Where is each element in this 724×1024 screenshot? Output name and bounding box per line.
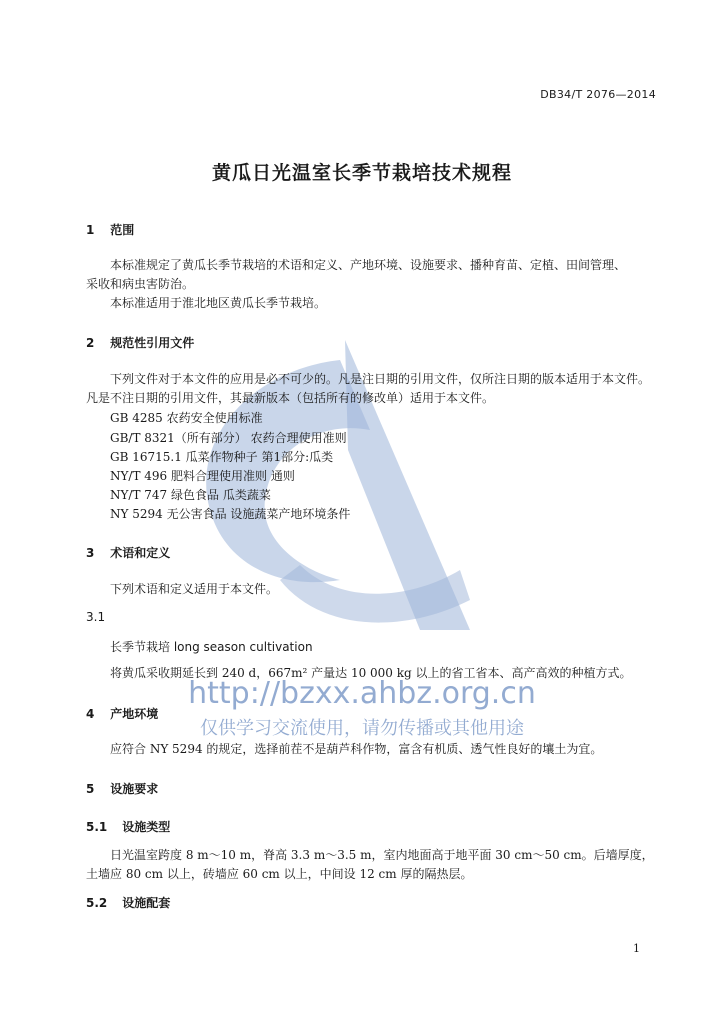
section-4-paragraph: 应符合 NY 5294 的规定，选择前茬不是葫芦科作物，富含有机质、透气性良好的壤土为宜。: [110, 742, 603, 756]
section-number: 5: [86, 782, 95, 796]
term-definition: 将黄瓜采收期延长到 240 d，667m² 产量达 10 000 kg 以上的省工省本、高产高效的种植方式。: [110, 666, 632, 680]
subsection-title: 设施配套: [122, 896, 171, 910]
section-number: 2: [86, 336, 95, 350]
section-1-paragraph-1-line-1: 本标准规定了黄瓜长季节栽培的术语和定义、产地环境、设施要求、播种育苗、定植、田间管理、: [110, 258, 627, 272]
section-2-heading: [86, 334, 194, 351]
document-title: 黄瓜日光温室长季节栽培技术规程: [211, 162, 512, 184]
reference-item: NY/T 496 肥料合理使用准则 通则: [110, 469, 295, 483]
page-number: 1: [633, 942, 640, 955]
section-title: 范围: [110, 223, 135, 237]
subsection-5-1-line-1: 日光温室跨度 8 m～10 m，脊高 3.3 m～3.5 m，室内地面高于地平面 30 cm～50 cm。后墙厚度，: [110, 848, 654, 862]
subsection-title: 设施类型: [122, 820, 171, 834]
subsection-5-1-line-2: 土墙应 80 cm 以上，砖墙应 60 cm 以上，中间设 12 cm 厚的隔热层。: [86, 867, 473, 881]
reference-item: GB 16715.1 瓜菜作物种子 第1部分:瓜类: [110, 450, 334, 464]
section-3-paragraph: 下列术语和定义适用于本文件。: [110, 582, 279, 596]
section-5-heading: [86, 780, 158, 797]
section-number: 4: [86, 707, 95, 721]
section-2-paragraph-line-1: 下列文件对于本文件的应用是必不可少的。凡是注日期的引用文件，仅所注日期的版本适用于本文件。: [110, 372, 651, 386]
section-1-heading: [86, 221, 134, 238]
section-title: 规范性引用文件: [110, 336, 195, 350]
watermark-url: http://bzxx.ahbz.org.cn: [188, 676, 536, 711]
section-title: 术语和定义: [110, 546, 171, 560]
section-title: 设施要求: [110, 782, 159, 796]
section-1-paragraph-1-line-2: 采收和病虫害防治。: [86, 277, 195, 291]
subsection-5-1-heading: [86, 818, 170, 835]
section-1-paragraph-2: 本标准适用于淮北地区黄瓜长季节栽培。: [110, 296, 327, 310]
reference-item: NY/T 747 绿色食品 瓜类蔬菜: [110, 488, 271, 502]
subsection-number: 5.1: [86, 820, 108, 834]
section-2-paragraph-line-2: 凡是不注日期的引用文件，其最新版本（包括所有的修改单）适用于本文件。: [86, 391, 495, 405]
section-title: 产地环境: [110, 707, 159, 721]
subsection-3-1-number: 3.1: [86, 610, 106, 624]
section-number: 3: [86, 546, 95, 560]
term-heading: 长季节栽培 long season cultivation: [110, 640, 313, 654]
standard-code: DB34/T 2076—2014: [540, 88, 656, 101]
section-number: 1: [86, 223, 95, 237]
watermark-note: 仅供学习交流使用，请勿传播或其他用途: [200, 718, 524, 739]
reference-item: GB/T 8321（所有部分） 农药合理使用准则: [110, 431, 347, 445]
subsection-number: 5.2: [86, 896, 108, 910]
reference-item: NY 5294 无公害食品 设施蔬菜产地环境条件: [110, 507, 351, 521]
section-3-heading: [86, 544, 170, 561]
subsection-5-2-heading: [86, 894, 170, 911]
reference-item: GB 4285 农药安全使用标准: [110, 411, 263, 425]
